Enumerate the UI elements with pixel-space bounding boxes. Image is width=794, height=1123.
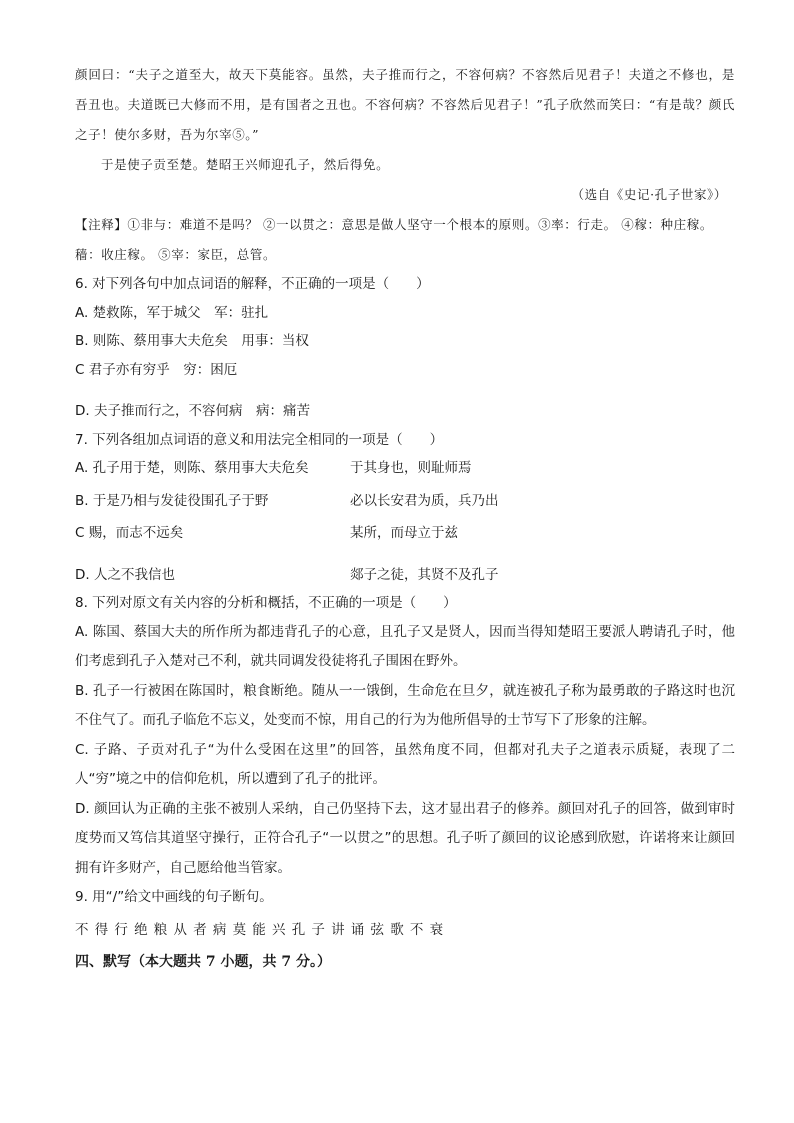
question-8-stem: 8. 下列对原文有关内容的分析和概括，不正确的一项是（ ） — [75, 595, 457, 611]
section-4-title: 四、默写（本大题共 7 小题，共 7 分。） — [75, 953, 331, 970]
question-6 — [75, 270, 735, 426]
question-7-option-a-right: 于其身也，则耻师焉 — [350, 460, 472, 476]
passage-source: （选自《史记·孔子世家》） — [571, 187, 727, 202]
question-8-option-b: B. 孔子一行被困在陈国时，粮食断绝。随从一一饿倒，生命危在旦夕，就连被孔子称为最勇敢的子路这时也沉不住气了。而孔子临危不忘义，处变而不惊，用自己的行为为他所倡导的士节写下了形象的注解。 — [75, 682, 735, 728]
question-6-option-c: C 君子亦有穷乎 穷：困厄 — [75, 361, 238, 378]
question-7-option-d-left: D. 人之不我信也 — [75, 566, 175, 583]
question-7-option-c-right: 某所，而母立于兹 — [350, 525, 458, 541]
question-8-option-c: C. 子路、子贡对孔子“为什么受困在这里”的回答，虽然角度不同，但都对孔夫子之道表示质疑，表现了二人“穷”境之中的信仰危机，所以遭到了孔子的批评。 — [75, 741, 735, 787]
question-7-option-c — [75, 519, 735, 548]
question-7-option-b — [75, 487, 735, 516]
question-9 — [75, 883, 735, 944]
question-6-option-b: B. 则陈、蔡用事大夫危矣 用事：当权 — [75, 333, 309, 349]
document-page — [75, 60, 735, 976]
question-7-option-c-left: C 赐，而志不远矣 — [75, 525, 184, 541]
question-7-option-d — [75, 561, 735, 590]
question-8-option-d: D. 颜回认为正确的主张不被别人采纳，自己仍坚持下去，这才显出君子的修养。颜回对孔子的回答，做到审时度势而又笃信其道坚守操行，正符合孔子“一以贯之”的思想。孔子听了颜回的议论感到欣慰，许诺将来让颜回拥有许多财产，自己愿给他当管家。 — [75, 800, 735, 876]
question-7 — [75, 426, 735, 590]
question-8 — [75, 589, 735, 883]
question-7-stem: 7. 下列各组加点词语的意义和用法完全相同的一项是（ ） — [75, 431, 444, 448]
question-7-option-b-right: 必以长安君为质，兵乃出 — [350, 492, 499, 509]
passage-notes: 【注释】①非与：难道不是吗？ ②一以贯之：意思是做人坚守一个根本的原则。③率：行走。 ④稼：种庄稼。穑：收庄稼。 ⑤宰：家臣，总管。 — [75, 217, 713, 262]
passage-paragraph-2: 于是使子贡至楚。楚昭王兴师迎孔子，然后得免。 — [101, 157, 390, 172]
question-6-option-d: D. 夫子推而行之，不容何病 病：痛苦 — [75, 403, 310, 419]
question-9-sentence: 不得行绝粮从者病莫能兴孔子讲诵弦歌不衰 — [75, 921, 450, 938]
passage-paragraph-1: 颜回曰：“夫子之道至大，故天下莫能容。虽然，夫子推而行之，不容何病？不容然后见君子！夫道之不修也，是吾丑也。夫道既已大修而不用，是有国者之丑也。不容何病？不容然后见君子！”孔子欣然而笑曰：“有是哉？颜氏之子！使尔多财，吾为尔宰⑤。” — [75, 67, 735, 142]
question-7-option-b-left: B. 于是乃相与发徒役围孔子于野 — [75, 492, 269, 509]
question-6-option-a: A. 楚救陈，军于城父 军：驻扎 — [75, 304, 269, 321]
question-7-option-d-right: 郯子之徒，其贤不及孔子 — [350, 566, 499, 583]
question-7-option-a — [75, 454, 735, 483]
question-8-option-a: A. 陈国、蔡国大夫的所作所为都违背孔子的心意，且孔子又是贤人，因而当得知楚昭王要派人聘请孔子时，他们考虑到孔子入楚对己不利，就共同调发役徒将孔子围困在野外。 — [75, 623, 735, 669]
question-7-option-a-left: A. 孔子用于楚，则陈、蔡用事大夫危矣 — [75, 460, 309, 476]
question-6-stem: 6. 对下列各句中加点词语的解释，不正确的一项是（ ） — [75, 276, 430, 292]
question-9-stem: 9. 用“/”给文中画线的句子断句。 — [75, 889, 273, 905]
